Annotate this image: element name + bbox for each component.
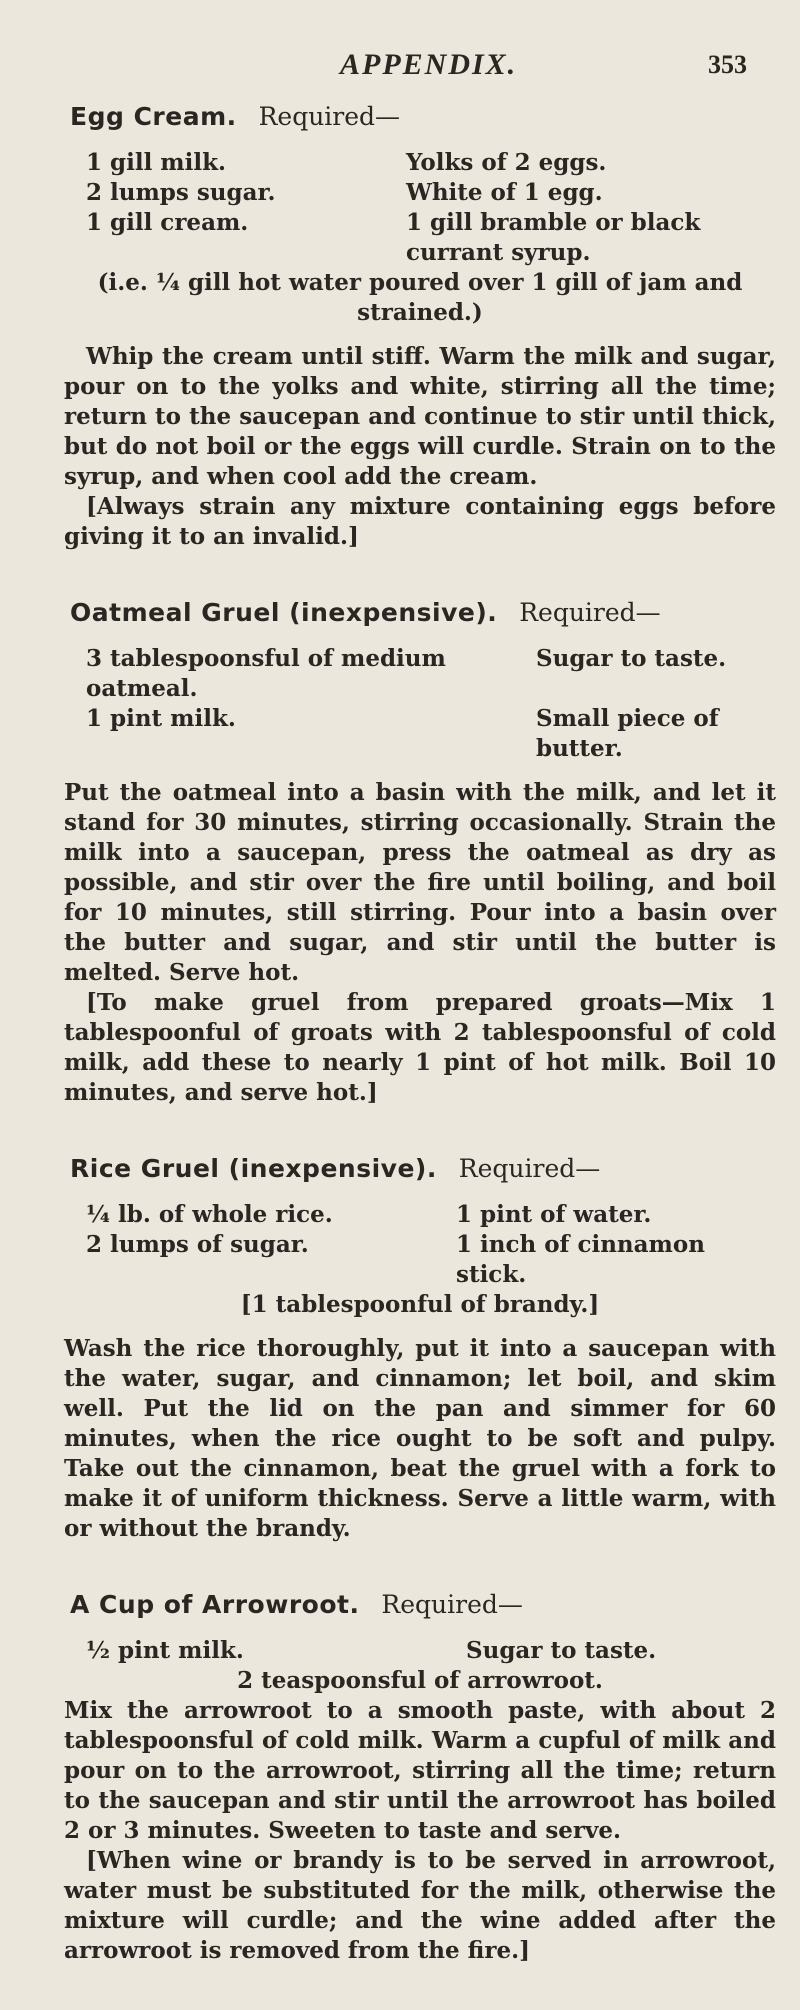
recipe-heading [70,596,776,630]
ingredient: Sugar to taste. [466,1637,657,1664]
ingredient-row [64,178,776,208]
required-label: Required— [381,1590,523,1619]
ingredient-row [64,1200,776,1230]
method-paragraph: Mix the arrowroot to a smooth paste, with about 2 tablespoonsful of cold milk. Warm a cupful of milk and pour on to the arrowroot, stirring all the time; return to the saucepan and stir until the arrowroot has boiled 2 or 3 minutes. Sweeten to taste and serve. [64,1697,776,1844]
page-content [64,100,776,2010]
method-note: [Always strain any mixture containing eggs before giving it to an invalid.] [64,493,776,550]
required-label: Required— [458,1154,601,1183]
method-note: [When wine or brandy is to be served in arrowroot, water must be substituted for the milk, otherwise the mixture will curdle; and the wine added after the arrowroot is removed from the fire.] [64,1847,776,1964]
recipe-egg-cream [64,100,776,552]
ingredient-row [64,644,776,704]
ingredient: 1 inch of cinnamon stick. [456,1231,705,1288]
ingredient: 2 lumps sugar. [86,179,276,206]
ingredient-row [64,704,776,764]
method-paragraph: Put the oatmeal into a basin with the milk, and let it stand for 30 minutes, stirring occasionally. Strain the milk into a saucepan, press the oatmeal as dry as possible, and stir over the fire until boiling, and boil for 10 minutes, still stirring. Pour into a basin over the butter and sugar, and stir until the butter is melted. Serve hot. [64,779,776,986]
ingredient: 1 pint milk. [86,705,236,732]
ingredient: Yolks of 2 eggs. [406,149,607,176]
recipe-heading [70,100,776,134]
page-number: 353 [708,50,747,79]
recipe-title: Egg Cream. [70,102,237,131]
method-note: [To make gruel from prepared groats—Mix 1 tablespoonful of groats with 2 tablespoonsful of cold milk, add these to nearly 1 pint of hot milk. Boil 10 minutes, and serve hot.] [64,989,776,1106]
recipe-title: Rice Gruel (inexpensive). [70,1154,437,1183]
ingredient: 1 gill milk. [86,149,227,176]
ingredient: Sugar to taste. [536,645,727,672]
ingredient: 1 gill bramble or black currant syrup. [406,209,701,266]
ingredient: ¼ lb. of whole rice. [86,1201,333,1228]
ingredient-row [64,208,776,268]
recipe-heading [70,1588,776,1622]
recipe-heading [70,1152,776,1186]
required-label: Required— [258,102,401,131]
running-title: APPENDIX. [340,48,518,81]
ingredient-row [64,1230,776,1290]
required-label: Required— [519,598,661,627]
recipe-title: A Cup of Arrowroot. [70,1590,360,1619]
method-paragraph: Whip the cream until stiff. Warm the milk and sugar, pour on to the yolks and white, stirring all the time; return to the saucepan and continue to stir until thick, but do not boil or the eggs will curdle. Strain on to the syrup, and when cool add the cream. [64,343,776,490]
ingredient-note: (i.e. ¼ gill hot water poured over 1 gill of jam and strained.) [97,269,743,326]
ingredient-row [64,1636,776,1666]
method-paragraph: Wash the rice thoroughly, put it into a saucepan with the water, sugar, and cinnamon; let boil, and skim well. Put the lid on the pan and simmer for 60 minutes, when the rice ought to be soft and pulpy. Take out the cinnamon, beat the gruel with a fork to make it of uniform thickness. Serve a little warm, with or without the brandy. [64,1335,776,1542]
ingredient: 2 lumps of sugar. [86,1231,309,1258]
ingredient: 1 pint of water. [456,1201,652,1228]
ingredient-row [64,148,776,178]
ingredient: Small piece of butter. [536,705,719,762]
ingredient-note: 2 teaspoonsful of arrowroot. [237,1667,603,1694]
recipe-arrowroot [64,1588,776,1966]
ingredient: White of 1 egg. [406,179,603,206]
ingredient: ½ pint milk. [86,1637,244,1664]
page-header [0,48,800,88]
recipe-rice-gruel [64,1152,776,1544]
ingredient-note: [1 tablespoonful of brandy.] [240,1291,600,1318]
ingredient: 1 gill cream. [86,209,249,236]
ingredient: 3 tablespoonsful of medium oatmeal. [86,645,446,702]
recipe-title: Oatmeal Gruel (inexpensive). [70,598,498,627]
recipe-oatmeal-gruel [64,596,776,1108]
